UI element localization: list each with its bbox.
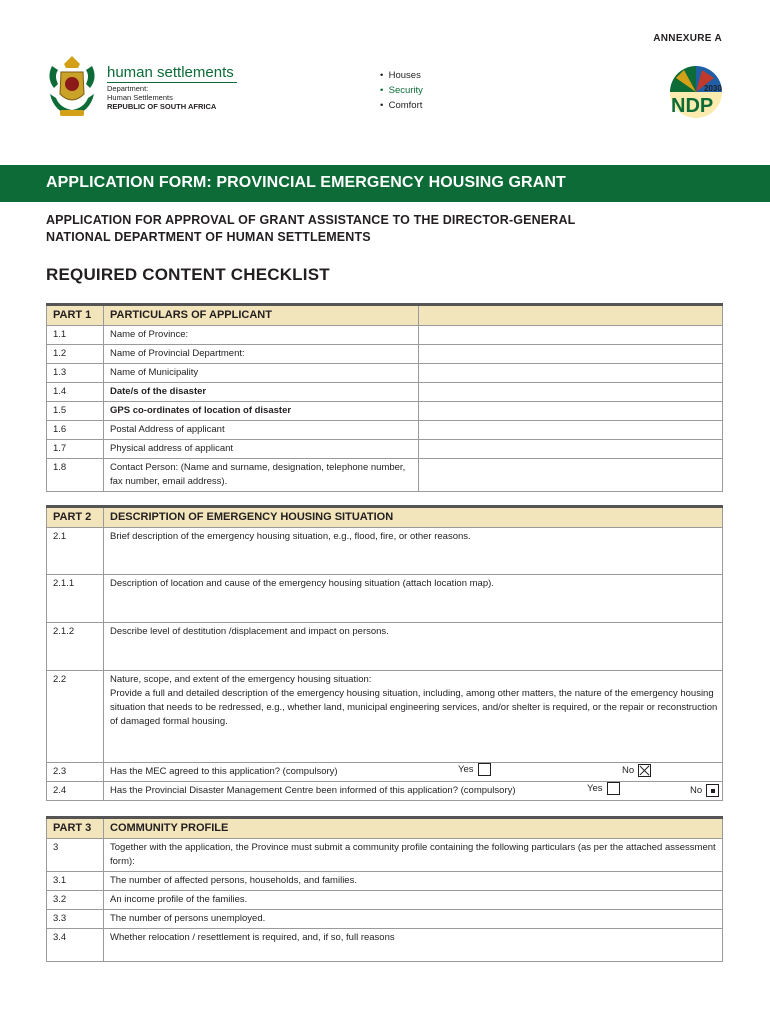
answer-cell[interactable] bbox=[419, 305, 723, 326]
table-row bbox=[47, 326, 723, 345]
yes-label: Yes bbox=[587, 783, 603, 795]
row-text: Physical address of applicant bbox=[104, 440, 419, 459]
answer-cell[interactable] bbox=[419, 459, 723, 492]
department-title: human settlements bbox=[107, 64, 234, 81]
row-number: 1.4 bbox=[47, 383, 104, 402]
row-text: Name of Province: bbox=[104, 326, 419, 345]
part-title: COMMUNITY PROFILE bbox=[104, 818, 723, 839]
row-number: 1.6 bbox=[47, 421, 104, 440]
row-text[interactable]: Description of location and cause of the emergency housing situation (attach location map). bbox=[104, 575, 723, 623]
row-number: 2.1.1 bbox=[47, 575, 104, 623]
pdmc-no-checkbox[interactable] bbox=[706, 784, 719, 797]
row-text[interactable]: An income profile of the families. bbox=[104, 891, 723, 910]
tagline-list bbox=[380, 68, 423, 113]
part3-table bbox=[46, 816, 723, 962]
part3-header bbox=[47, 818, 723, 839]
answer-cell[interactable] bbox=[419, 440, 723, 459]
row-text-line: Nature, scope, and extent of the emergency housing situation: bbox=[110, 674, 372, 685]
coat-of-arms-icon bbox=[44, 54, 100, 120]
pdmc-yes-option[interactable] bbox=[587, 782, 620, 795]
department-line-1: Department: bbox=[107, 84, 149, 93]
checklist-heading: REQUIRED CONTENT CHECKLIST bbox=[46, 265, 330, 284]
row-number: 3.2 bbox=[47, 891, 104, 910]
row-text[interactable]: Whether relocation / resettlement is required, and, if so, full reasons bbox=[104, 929, 723, 962]
row-number: 1.5 bbox=[47, 402, 104, 421]
table-row bbox=[47, 623, 723, 671]
row-number: 2.4 bbox=[47, 782, 104, 801]
table-row bbox=[47, 402, 723, 421]
tagline-item: • Houses bbox=[380, 70, 421, 81]
row-number: 3.4 bbox=[47, 929, 104, 962]
no-label: No bbox=[622, 765, 635, 777]
table-row bbox=[47, 575, 723, 623]
pdmc-no-option[interactable] bbox=[690, 784, 719, 797]
mec-no-option[interactable] bbox=[622, 764, 651, 777]
row-number: 3 bbox=[47, 839, 104, 872]
row-number: 2.2 bbox=[47, 671, 104, 763]
mec-yes-option[interactable] bbox=[458, 763, 491, 776]
row-text: Postal Address of applicant bbox=[104, 421, 419, 440]
part-title: DESCRIPTION OF EMERGENCY HOUSING SITUATION bbox=[104, 507, 723, 528]
row-text: Contact Person: (Name and surname, designation, telephone number, fax number, email address). bbox=[104, 459, 419, 492]
part1-table bbox=[46, 303, 723, 492]
ndp-year: 2030 bbox=[704, 84, 722, 93]
row-number: 1.7 bbox=[47, 440, 104, 459]
subtitle-line-1: APPLICATION FOR APPROVAL OF GRANT ASSISTANCE TO THE DIRECTOR-GENERAL bbox=[46, 213, 576, 227]
table-row bbox=[47, 671, 723, 763]
table-row bbox=[47, 910, 723, 929]
table-row bbox=[47, 345, 723, 364]
row-number: 2.1 bbox=[47, 528, 104, 575]
subtitle-line-2: NATIONAL DEPARTMENT OF HUMAN SETTLEMENTS bbox=[46, 230, 371, 244]
row-text: Date/s of the disaster bbox=[104, 383, 419, 402]
answer-cell[interactable] bbox=[419, 345, 723, 364]
tagline-item: • Security bbox=[380, 85, 423, 96]
row-number: 1.1 bbox=[47, 326, 104, 345]
form-title: APPLICATION FORM: PROVINCIAL EMERGENCY HOUSING GRANT bbox=[46, 174, 566, 191]
department-subtitle bbox=[107, 84, 216, 111]
table-row bbox=[47, 782, 723, 801]
row-number: 2.1.2 bbox=[47, 623, 104, 671]
row-text: Name of Municipality bbox=[104, 364, 419, 383]
row-number: 3.3 bbox=[47, 910, 104, 929]
table-row bbox=[47, 421, 723, 440]
answer-cell[interactable] bbox=[419, 402, 723, 421]
row-text: Together with the application, the Province must submit a community profile containing the following particulars (as per the attached assessment form): bbox=[104, 839, 723, 872]
answer-cell[interactable] bbox=[419, 383, 723, 402]
ndp-logo bbox=[666, 64, 726, 118]
annexure-label: ANNEXURE A bbox=[653, 33, 722, 44]
row-text: Name of Provincial Department: bbox=[104, 345, 419, 364]
row-number: 2.3 bbox=[47, 763, 104, 782]
part2-table bbox=[46, 505, 723, 801]
table-row bbox=[47, 364, 723, 383]
pdmc-yes-checkbox[interactable] bbox=[607, 782, 620, 795]
answer-cell[interactable] bbox=[419, 364, 723, 383]
table-row bbox=[47, 459, 723, 492]
part2-header bbox=[47, 507, 723, 528]
form-subtitle bbox=[46, 212, 575, 246]
row-text: Has the MEC agreed to this application? (compulsory) bbox=[104, 763, 723, 782]
part-number: PART 3 bbox=[47, 818, 104, 839]
row-text[interactable] bbox=[104, 671, 723, 763]
answer-cell[interactable] bbox=[419, 326, 723, 345]
table-row bbox=[47, 440, 723, 459]
part-title: PARTICULARS OF APPLICANT bbox=[104, 305, 419, 326]
no-label: No bbox=[690, 785, 703, 797]
tagline-item: • Comfort bbox=[380, 100, 423, 111]
row-text-detail: Provide a full and detailed description of the emergency housing situation, including, among other matters, the nature of the emergency housing situation that needs to be redressed, e.g., whether land, municipal engineering services, and/or shelter is required, or the repair or reconstruction of damaged formal housing. bbox=[110, 688, 718, 727]
table-row bbox=[47, 383, 723, 402]
row-text[interactable]: Brief description of the emergency housing situation, e.g., flood, fire, or other reasons. bbox=[104, 528, 723, 575]
table-row bbox=[47, 872, 723, 891]
row-text: Has the Provincial Disaster Management Centre been informed of this application? (compulsory) bbox=[104, 782, 723, 801]
table-row bbox=[47, 839, 723, 872]
mec-yes-checkbox[interactable] bbox=[478, 763, 491, 776]
yes-label: Yes bbox=[458, 764, 474, 776]
answer-cell[interactable] bbox=[419, 421, 723, 440]
department-divider bbox=[107, 82, 237, 83]
department-line-3: REPUBLIC OF SOUTH AFRICA bbox=[107, 102, 217, 111]
table-row bbox=[47, 528, 723, 575]
row-number: 1.8 bbox=[47, 459, 104, 492]
row-text[interactable]: The number of persons unemployed. bbox=[104, 910, 723, 929]
table-row bbox=[47, 891, 723, 910]
row-number: 3.1 bbox=[47, 872, 104, 891]
part-number: PART 2 bbox=[47, 507, 104, 528]
ndp-label: NDP bbox=[671, 95, 714, 117]
part-number: PART 1 bbox=[47, 305, 104, 326]
mec-no-checkbox[interactable] bbox=[638, 764, 651, 777]
part1-header bbox=[47, 305, 723, 326]
department-line-2: Human Settlements bbox=[107, 93, 173, 102]
row-number: 1.2 bbox=[47, 345, 104, 364]
row-text: GPS co-ordinates of location of disaster bbox=[104, 402, 419, 421]
row-number: 1.3 bbox=[47, 364, 104, 383]
table-row bbox=[47, 929, 723, 962]
row-text[interactable]: The number of affected persons, households, and families. bbox=[104, 872, 723, 891]
row-text[interactable]: Describe level of destitution /displacement and impact on persons. bbox=[104, 623, 723, 671]
